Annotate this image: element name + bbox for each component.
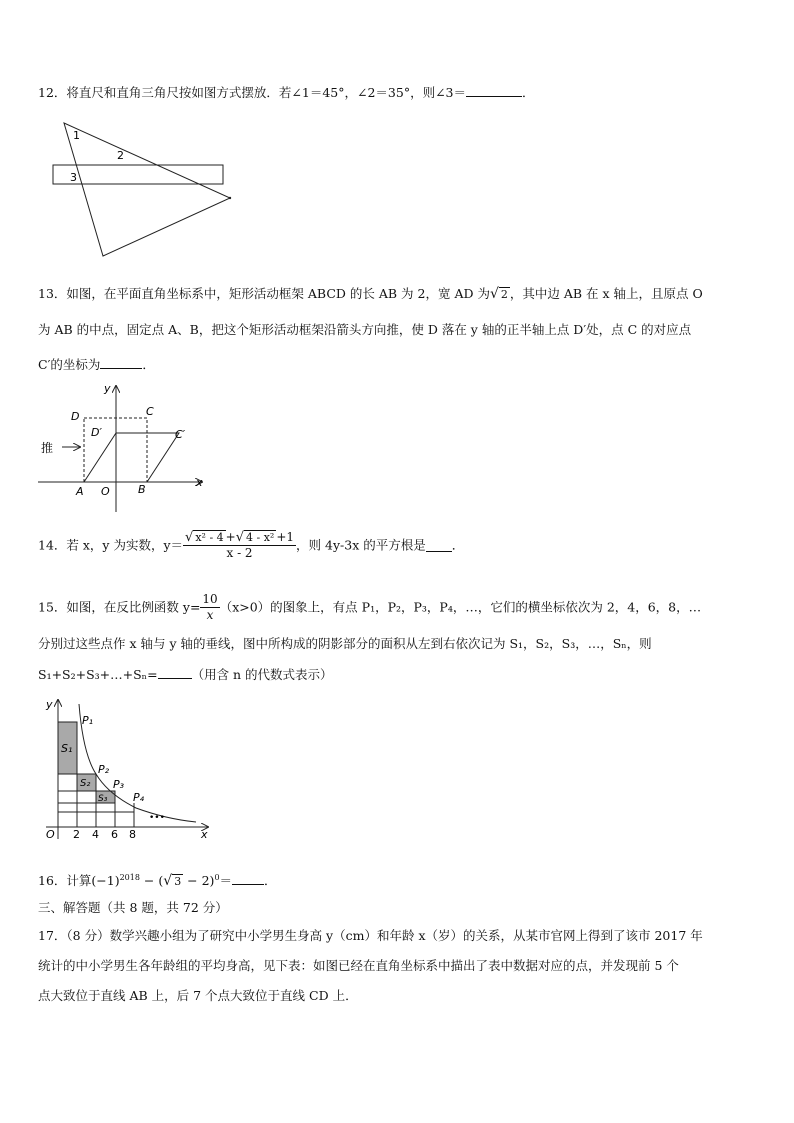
point-p3-label: P₃ [113,778,125,791]
q16-eq: ＝ [219,873,233,889]
point-c-prime-label: C′ [175,428,186,441]
origin-label: O [101,485,110,498]
q13-line1b: ，其中边 AB 在 x 轴上，且原点 O [509,286,703,301]
point-p1-label: P₁ [82,714,94,727]
y-axis-label: y [46,698,53,711]
q17-line1-text: 17．（8 分）数学兴趣小组为了研究中小学男生身高 y（cm）和年龄 x（岁）的关系，从某市官网上得到了该市 2017 年 [38,928,703,943]
q15-line2-text: 分别过这些点作 x 轴与 y 轴的垂线，图中所构成的阴影部分的面积从左到右依次记为 S₁，S₂，S₃，…，Sₙ，则 [38,636,652,651]
q13-figure [36,380,216,514]
q17-line1 [38,928,703,944]
q16-tail: − 2) [183,873,215,889]
q12-figure [46,118,236,260]
q13-sqrt: 2 [500,288,508,301]
triangle-ruler [64,123,230,256]
q14-plus: + [225,530,236,544]
q14-pre: 14．若 x，y 为实数，y＝ [38,537,184,553]
tick-2: 2 [73,828,80,841]
point-p4-label: P₄ [133,791,145,804]
section-3-title: 三、解答题（共 8 题，共 72 分） [38,900,228,915]
q17-line2 [38,958,679,974]
q16-answer-blank [232,872,264,885]
q16-end: ． [264,873,277,889]
q15-figure [36,694,216,844]
q15-line3 [38,666,333,683]
q12-answer-blank [466,84,522,97]
q14-end: ． [451,537,465,553]
point-c-label: C [146,405,154,418]
q13-line1: 13．如图，在平面直角坐标系中，矩形活动框架 ABCD 的长 AB 为 2，宽 AD 为√ 2 ，其中边 AB 在 x 轴上，且原点 O [38,286,703,302]
q16-exp2: 0 [214,873,220,882]
q16-line: 16．计算$(-1)^{2018}$ − (√ 3 − 2)$^0$＝ ． [38,873,277,890]
tick-8: 8 [129,828,136,841]
q14-fraction: $\frac{\text{√ x² - 4 +√ 4 - x² +1}}{x - 2}$ [185,530,295,560]
tick-4: 4 [92,828,99,841]
q13-line3 [38,356,155,373]
point-d-label: D [71,410,80,423]
angle-2-label: 2 [117,149,124,162]
point-b-label: B [138,483,146,496]
q16-exp1: 2018 [119,873,140,882]
q12-end: ． [522,85,535,100]
q14-num-tail: +1 [276,530,295,544]
q15-line1 [38,592,701,623]
q13-line2-text: 为 AB 的中点，固定点 A、B，把这个矩形活动框架沿箭头方向推，使 D 落在 y 轴的正半轴上点 D′处，点 C 的对应点 [38,322,692,337]
q14-root1: x² - 4 [195,531,224,544]
area-s2-label: S₂ [80,778,91,789]
q12-text [38,84,535,101]
q13-line3a: C′的坐标为 [38,357,101,372]
q15-post: （x>0）的图象上，有点 P₁，P₂，P₃，P₄，…，它们的横坐标依次为 2，4，6，8，… [219,599,702,615]
q15-line3b: （用含 n 的代数式表示） [191,667,333,682]
straight-ruler [53,165,223,184]
continuation-dots: ••• [149,813,165,823]
q17-line2-text: 统计的中小学男生各年龄组的平均身高，见下表：如图已经在直角坐标系中描出了表中数据对应的点，并发现前 5 个 [38,958,679,973]
q16-mid: − ( [139,873,164,889]
q15-fraction [200,592,219,623]
x-axis-label: x [201,828,208,841]
y-axis-label: y [104,382,111,395]
tick-6: 6 [111,828,118,841]
q17-line3 [38,988,358,1004]
q16-pre: 16．计算 [38,873,92,889]
q14-post: ，则 4y-3x 的平方根是 [296,537,426,553]
q14-answer-blank [426,539,452,552]
q15-denominator: x [206,608,214,622]
q17-line3-text: 点大致位于直线 AB 上，后 7 个点大致位于直线 CD 上． [38,988,358,1003]
q15-line2 [38,636,652,652]
q15-pre: 15．如图，在反比例函数 y= [38,599,201,615]
point-a-label: A [76,485,84,498]
point-d-prime-label: D′ [91,426,102,439]
q13-line1a: 13．如图，在平面直角坐标系中，矩形活动框架 ABCD 的长 AB 为 2，宽 AD 为 [38,286,490,301]
area-s3-label: S₃ [98,794,108,804]
q13-line3b: ． [142,357,155,372]
push-label: 推 [41,441,54,455]
angle-3-label: 3 [70,171,77,184]
q12-stem: 12．将直尺和直角三角尺按如图方式摆放．若∠1＝45°，∠2＝35°，则∠3＝ [38,85,466,100]
origin-label: O [46,828,55,841]
q14-line [38,530,464,561]
q16-expr: (−1) [91,873,120,889]
section-heading [38,900,228,916]
q14-denominator: x - 2 [226,546,253,560]
parallelogram-abcd-prime [84,433,179,482]
q15-answer-blank [158,666,192,679]
q13-line2 [38,322,691,338]
hyperbola-curve [79,704,196,822]
point-p2-label: P₂ [98,763,110,776]
angle-1-label: 1 [73,129,80,142]
q15-numerator: 10 [202,592,218,606]
q14-root2: 4 - x² [246,531,275,544]
area-s1-label: S₁ [61,742,73,755]
x-axis-label: x [196,476,203,489]
q15-line3a: S₁+S₂+S₃+…+Sₙ= [38,667,158,682]
q16-sqrt: 3 [174,875,182,889]
q13-answer-blank [100,356,142,369]
